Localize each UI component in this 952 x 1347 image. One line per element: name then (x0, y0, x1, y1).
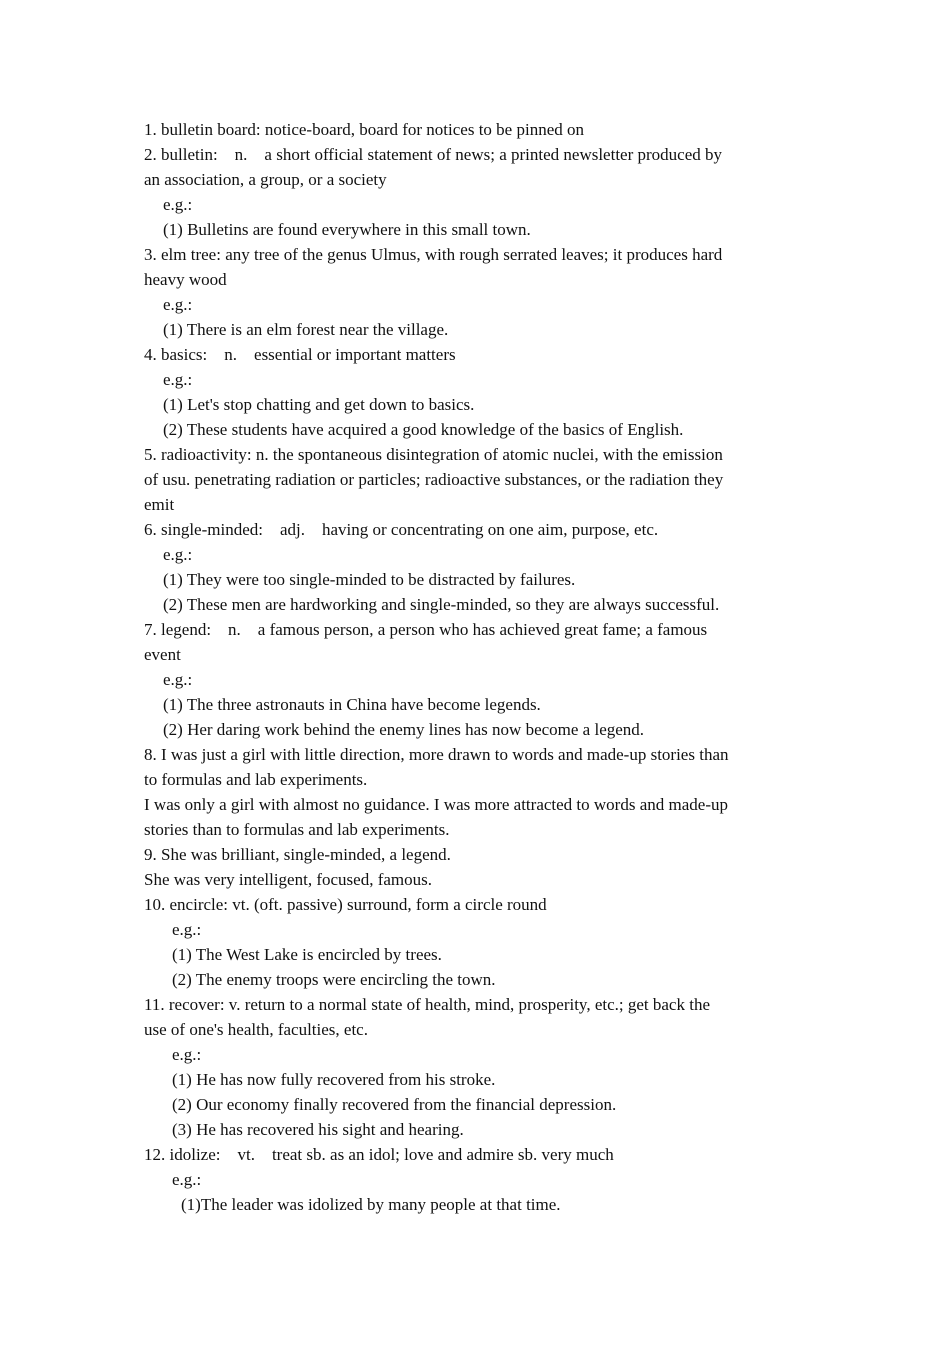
document-line: e.g.: (163, 545, 193, 564)
document-line: emit (144, 495, 175, 514)
document-line: (3) He has recovered his sight and hearing. (172, 1120, 464, 1139)
document-line: event (144, 645, 181, 664)
document-line: (1) Let's stop chatting and get down to basics. (163, 395, 475, 414)
document-line: (1) He has now fully recovered from his stroke. (172, 1070, 496, 1089)
document-line: e.g.: (163, 670, 193, 689)
document-line: e.g.: (163, 195, 193, 214)
document-line: an association, a group, or a society (144, 170, 387, 189)
document-line: (2) These students have acquired a good knowledge of the basics of English. (163, 420, 684, 439)
document-line: stories than to formulas and lab experiments. (144, 820, 450, 839)
document-line: (1) The West Lake is encircled by trees. (172, 945, 442, 964)
document-line: (1) The three astronauts in China have become legends. (163, 695, 541, 714)
document-page (144, 117, 812, 1217)
document-line: (2) Our economy finally recovered from the financial depression. (172, 1095, 617, 1114)
document-line: 9. She was brilliant, single-minded, a legend. (144, 845, 451, 864)
document-line: (1) There is an elm forest near the village. (163, 320, 449, 339)
document-line: e.g.: (172, 920, 202, 939)
document-line: (2) The enemy troops were encircling the town. (172, 970, 496, 989)
document-line: 11. recover: v. return to a normal state of health, mind, prosperity, etc.; get back the (144, 995, 710, 1014)
document-line: I was only a girl with almost no guidance. I was more attracted to words and made-up (144, 795, 728, 814)
document-line: 4. basics: n. essential or important matters (144, 345, 456, 364)
document-line: e.g.: (163, 295, 193, 314)
document-line: 12. idolize: vt. treat sb. as an idol; love and admire sb. very much (144, 1145, 614, 1164)
document-line: 1. bulletin board: notice-board, board for notices to be pinned on (144, 120, 584, 139)
document-line: 10. encircle: vt. (oft. passive) surround, form a circle round (144, 895, 547, 914)
document-line: to formulas and lab experiments. (144, 770, 368, 789)
document-line: 6. single-minded: adj. having or concentrating on one aim, purpose, etc. (144, 520, 659, 539)
document-line: (1) They were too single-minded to be distracted by failures. (163, 570, 576, 589)
document-line: use of one's health, faculties, etc. (144, 1020, 368, 1039)
document-line: 7. legend: n. a famous person, a person who has achieved great fame; a famous (144, 620, 708, 639)
document-line: e.g.: (163, 370, 193, 389)
document-line: She was very intelligent, focused, famous. (144, 870, 432, 889)
document-line: 8. I was just a girl with little direction, more drawn to words and made-up stories than (144, 745, 729, 764)
document-line: (1) Bulletins are found everywhere in this small town. (163, 220, 531, 239)
document-line: e.g.: (172, 1045, 202, 1064)
document-line: 5. radioactivity: n. the spontaneous disintegration of atomic nuclei, with the emission (144, 445, 723, 464)
document-line: (1)The leader was idolized by many people at that time. (181, 1195, 561, 1214)
document-line: heavy wood (144, 270, 227, 289)
document-line: 3. elm tree: any tree of the genus Ulmus, with rough serrated leaves; it produces hard (144, 245, 723, 264)
document-line: 2. bulletin: n. a short official statement of news; a printed newsletter produced by (144, 145, 723, 164)
document-line: of usu. penetrating radiation or particles; radioactive substances, or the radiation they (144, 470, 724, 489)
document-line: (2) Her daring work behind the enemy lines has now become a legend. (163, 720, 645, 739)
document-line: (2) These men are hardworking and single-minded, so they are always successful. (163, 595, 720, 614)
document-line: e.g.: (172, 1170, 202, 1189)
